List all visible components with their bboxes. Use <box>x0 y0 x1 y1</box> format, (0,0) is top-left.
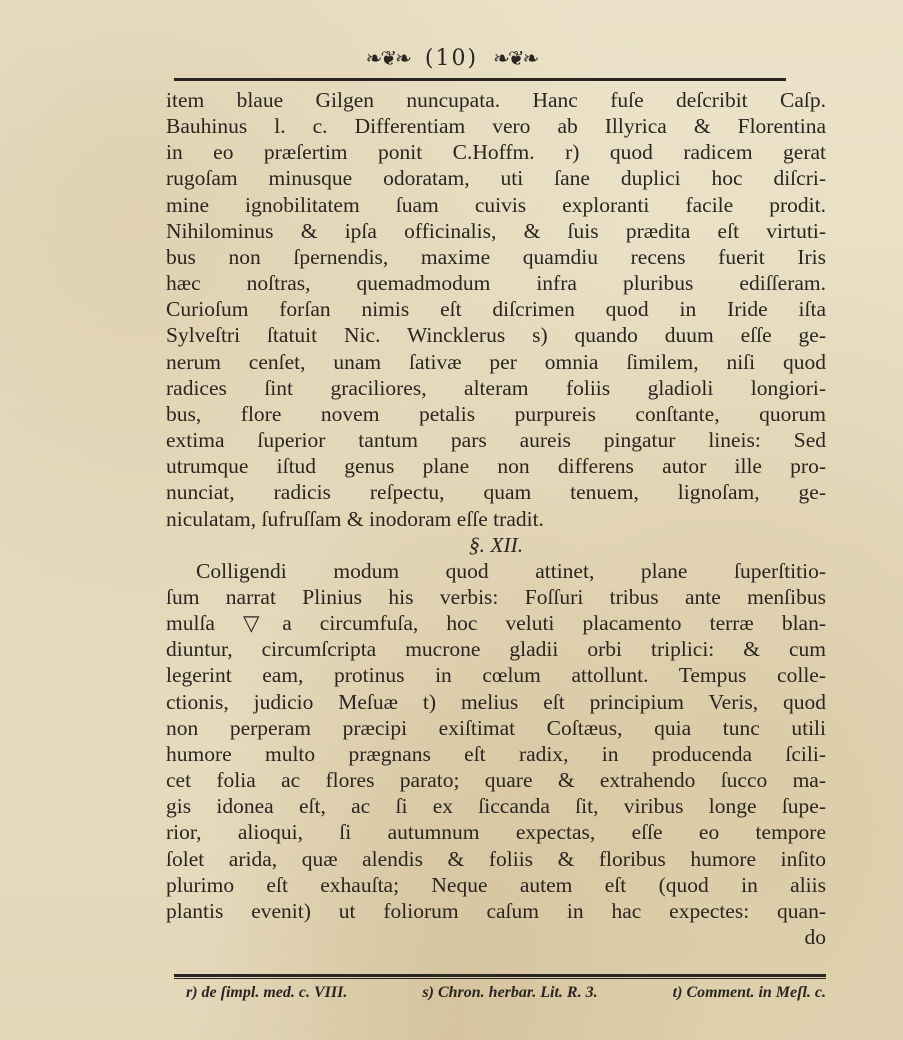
text-line: hæc noſtras, quemadmodum infra pluribus ediſſeram. <box>166 271 826 296</box>
text-line: Curioſum forſan nimis eſt diſcrimen quod in Iride iſta <box>166 297 826 322</box>
section-heading: §. XII. <box>468 532 524 557</box>
text-line: humore multo prægnans eſt radix, in producenda ſcili- <box>166 741 826 766</box>
text-line: nunciat, radicis reſpectu, quam tenuem, lignoſam, ge- <box>166 480 826 505</box>
text-line: cet folia ac flores parato; quare & extrahendo ſucco ma- <box>166 768 826 793</box>
text-line: rior, alioqui, ſi autumnum expectas, eſſe eo tempore <box>166 820 826 845</box>
text-line: legerint eam, protinus in cœlum attollunt. Tempus colle- <box>166 663 826 688</box>
header-rule <box>174 78 786 81</box>
text-line: diuntur, circumſcripta mucrone gladii orbi triplici: & cum <box>166 637 826 662</box>
text-line: gis idonea eſt, ac ſi ex ſiccanda ſit, viribus longe ſupe- <box>166 794 826 819</box>
footnote-rule-thin <box>174 978 826 979</box>
text-line: rugoſam minusque odoratam, uti ſane duplici hoc diſcri- <box>166 166 826 191</box>
text-line: non perperam præcipi exiſtimat Coſtæus, quia tunc utili <box>166 715 826 740</box>
footnotes <box>186 984 826 1002</box>
footnote-rule <box>174 974 826 977</box>
text-line: radices ſint graciliores, alteram foliis gladioli longiori- <box>166 375 826 400</box>
text-line: in eo præſertim ponit C.Hoffm. r) quod radicem gerat <box>166 140 826 165</box>
text-line: utrumque iſtud genus plane non differens autor ille pro- <box>166 454 826 479</box>
text-line: Colligendi modum quod attinet, plane ſuperſtitio- <box>196 558 826 583</box>
footnote-r: r) de ſimpl. med. c. VIII. <box>186 984 348 1001</box>
text-line: Sylveſtri ſtatuit Nic. Wincklerus s) quando duum eſſe ge- <box>166 323 826 348</box>
text-line: bus, flore novem petalis purpureis conſtante, quorum <box>166 401 826 426</box>
text-line: ſolet arida, quæ alendis & foliis & floribus humore inſito <box>166 846 826 871</box>
page-header <box>0 46 903 71</box>
text-line: extima ſuperior tantum pars aureis pingatur lineis: Sed <box>166 428 826 453</box>
ornament-left: ❧❦❧ <box>365 46 410 70</box>
text-line: do <box>804 925 826 949</box>
body-text <box>166 87 826 950</box>
text-line: ctionis, judicio Meſuæ t) melius eſt principium Veris, quod <box>166 689 826 714</box>
footnote-t: t) Comment. in Meſl. c. <box>672 984 826 1001</box>
text-line: bus non ſpernendis, maxime quamdiu recens fuerit Iris <box>166 244 826 269</box>
text-line: niculatam, ſufruſſam & inodoram eſſe tradit. <box>166 506 544 531</box>
text-line: plantis evenit) ut foliorum caſum in hac expectes: quan- <box>166 898 826 923</box>
text-line: Nihilominus & ipſa officinalis, & ſuis prædita eſt virtuti- <box>166 218 826 243</box>
footnote-s: s) Chron. herbar. Lit. R. 3. <box>422 984 598 1001</box>
text-line: Bauhinus l. c. Differentiam vero ab Illyrica & Florentina <box>166 114 826 139</box>
text-line: nerum cenſet, unam ſativæ per omnia ſimilem, niſi quod <box>166 349 826 374</box>
text-line: mulſa ▽a circumfuſa, hoc veluti placamento terræ blan- <box>166 611 826 636</box>
text-line: item blaue Gilgen nuncupata. Hanc fuſe deſcribit Caſp. <box>166 88 826 112</box>
text-line: ſum narrat Plinius his verbis: Foſſuri tribus ante menſibus <box>166 584 826 609</box>
text-line: mine ignobilitatem ſuam cuivis exploranti facile prodit. <box>166 192 826 217</box>
page-number: (10) <box>424 46 479 71</box>
ornament-right: ❧❦❧ <box>493 46 538 70</box>
text-line: plurimo eſt exhauſta; Neque autem eſt (quod in aliis <box>166 872 826 897</box>
